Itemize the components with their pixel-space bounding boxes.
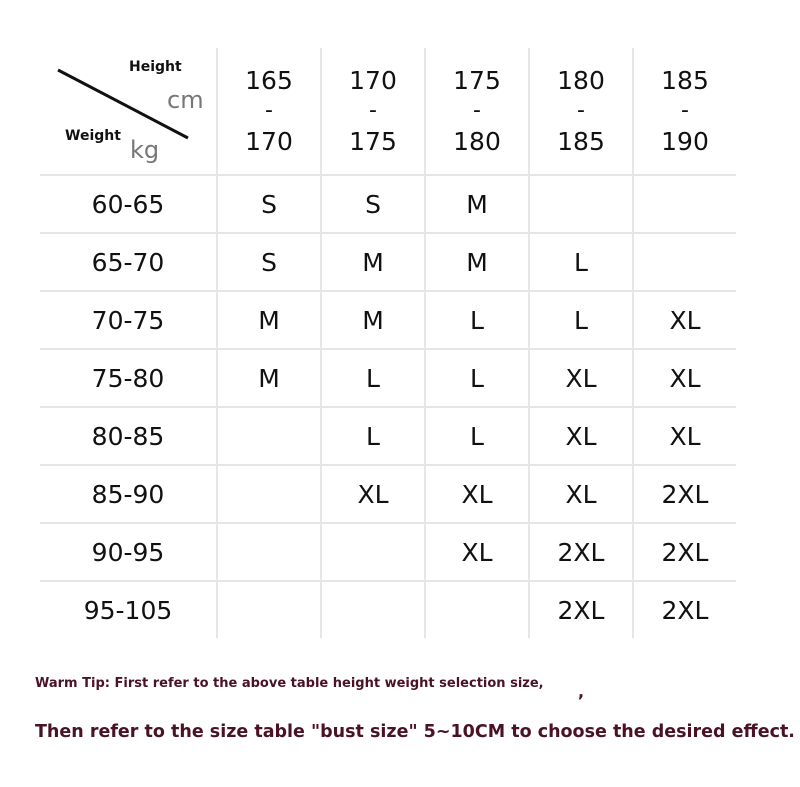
warm-tip-line-2: Then refer to the size table "bust size" 5~10CM to choose the desired effect.: [35, 722, 795, 742]
size-cell: [321, 523, 425, 581]
warm-tip-line-1: Warm Tip: First refer to the above table height weight selection size,: [35, 676, 544, 691]
size-cell: L: [425, 349, 529, 407]
weight-range-cell: 65-70: [40, 233, 217, 291]
size-cell: XL: [529, 349, 633, 407]
size-cell: XL: [425, 465, 529, 523]
size-cell: [217, 407, 321, 465]
size-cell: L: [529, 291, 633, 349]
size-cell: [217, 465, 321, 523]
height-header-2: 170 - 175: [321, 48, 425, 175]
size-cell: M: [425, 175, 529, 233]
size-cell: M: [321, 233, 425, 291]
weight-unit: kg: [130, 136, 160, 164]
size-cell: [633, 175, 736, 233]
weight-range-cell: 60-65: [40, 175, 217, 233]
warm-tip-mark: ,: [578, 682, 585, 701]
table-row: [40, 407, 736, 465]
corner-cell: [40, 48, 217, 175]
size-cell: [633, 233, 736, 291]
size-cell: XL: [321, 465, 425, 523]
height-header-5: 185 - 190: [633, 48, 736, 175]
size-cell: [425, 581, 529, 638]
size-cell: S: [217, 233, 321, 291]
size-cell: XL: [633, 291, 736, 349]
size-cell: S: [321, 175, 425, 233]
height-label: Height: [129, 59, 182, 75]
size-cell: L: [425, 407, 529, 465]
size-cell: S: [217, 175, 321, 233]
header-row: [40, 48, 736, 175]
table-row: [40, 233, 736, 291]
weight-range-cell: 75-80: [40, 349, 217, 407]
weight-range-cell: 95-105: [40, 581, 217, 638]
size-cell: L: [425, 291, 529, 349]
table-row: [40, 175, 736, 233]
size-cell: M: [425, 233, 529, 291]
height-unit: cm: [167, 86, 204, 114]
weight-range-cell: 85-90: [40, 465, 217, 523]
size-cell: 2XL: [633, 581, 736, 638]
size-chart-table: [40, 48, 736, 638]
size-cell: XL: [425, 523, 529, 581]
height-header-1: 165 - 170: [217, 48, 321, 175]
weight-label: Weight: [65, 128, 121, 144]
table-row: [40, 291, 736, 349]
size-cell: XL: [633, 407, 736, 465]
table-row: [40, 581, 736, 638]
table-row: [40, 523, 736, 581]
height-header-4: 180 - 185: [529, 48, 633, 175]
size-cell: [321, 581, 425, 638]
table-row: [40, 465, 736, 523]
weight-range-cell: 90-95: [40, 523, 217, 581]
size-cell: 2XL: [633, 465, 736, 523]
size-cell: XL: [633, 349, 736, 407]
height-header-3: 175 - 180: [425, 48, 529, 175]
size-cell: M: [217, 349, 321, 407]
weight-range-cell: 80-85: [40, 407, 217, 465]
size-cell: 2XL: [633, 523, 736, 581]
size-cell: M: [321, 291, 425, 349]
size-cell: 2XL: [529, 581, 633, 638]
size-cell: XL: [529, 407, 633, 465]
size-cell: XL: [529, 465, 633, 523]
size-cell: 2XL: [529, 523, 633, 581]
size-cell: L: [321, 349, 425, 407]
size-cell: L: [321, 407, 425, 465]
table-row: [40, 349, 736, 407]
size-cell: [217, 523, 321, 581]
size-cell: [217, 581, 321, 638]
size-cell: M: [217, 291, 321, 349]
size-cell: L: [529, 233, 633, 291]
weight-range-cell: 70-75: [40, 291, 217, 349]
size-cell: [529, 175, 633, 233]
